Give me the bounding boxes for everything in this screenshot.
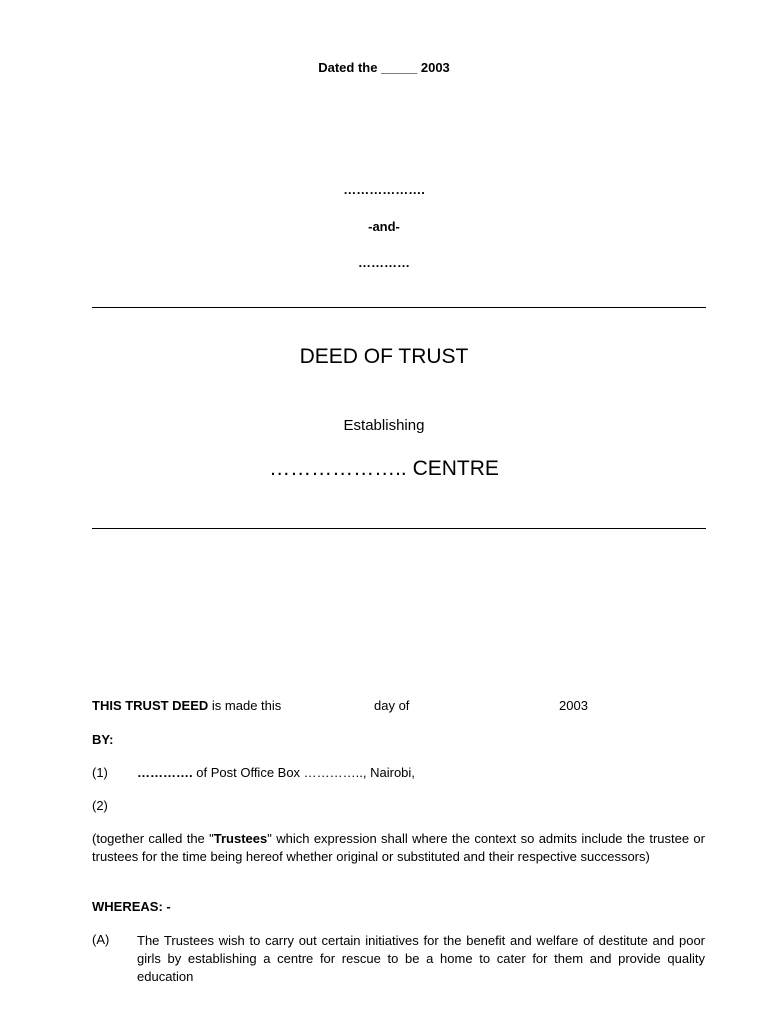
recital-a-letter: (A) (92, 932, 110, 947)
party-1-address: of Post Office Box ………….., Nairobi, (196, 765, 415, 780)
centre-name-line (0, 457, 768, 481)
party-one-placeholder: ………………. (343, 182, 425, 197)
whereas-heading: WHEREAS: - (92, 899, 171, 914)
party-2-number: (2) (92, 798, 108, 813)
centre-name-blank: ……………….. (269, 457, 407, 480)
establishing-label: Establishing (343, 417, 425, 434)
recital-a-text: The Trustees wish to carry out certain initiatives for the benefit and welfare of destitute and poor girls by establishing a centre for rescue to be a home to cater for them and provide quality education (137, 933, 705, 984)
preamble-day-label: day of (374, 698, 410, 713)
dated-line (0, 60, 768, 75)
party-two-placeholder: ………… (358, 255, 410, 270)
dated-year: 2003 (420, 60, 450, 75)
party-1-number: (1) (92, 765, 108, 780)
preamble-lead-rest: is made this (211, 698, 282, 713)
trustees-definition-before: (together called the " (92, 831, 214, 846)
preamble-lead-bold: THIS TRUST DEED (92, 698, 209, 713)
dated-blank: _____ (381, 60, 418, 75)
trustees-defined-term: Trustees (213, 831, 268, 846)
deed-title: DEED OF TRUST (299, 345, 469, 368)
party-1-name-blank: …………. (137, 765, 193, 780)
bottom-divider (92, 528, 706, 529)
and-separator: -and- (368, 219, 400, 234)
preamble-year: 2003 (559, 698, 588, 713)
top-divider (92, 307, 706, 308)
by-heading: BY: (92, 732, 114, 747)
preamble-lead (92, 698, 281, 713)
party-1-text (137, 765, 415, 780)
centre-word: CENTRE (412, 457, 499, 480)
trustees-definition-paragraph (92, 830, 705, 866)
dated-label: Dated the (318, 60, 378, 75)
trustees-definition-after: " which expression shall where the context so admits include the trustee or trustees for the time being hereof whether original or substituted and their respective successors) (92, 831, 705, 864)
